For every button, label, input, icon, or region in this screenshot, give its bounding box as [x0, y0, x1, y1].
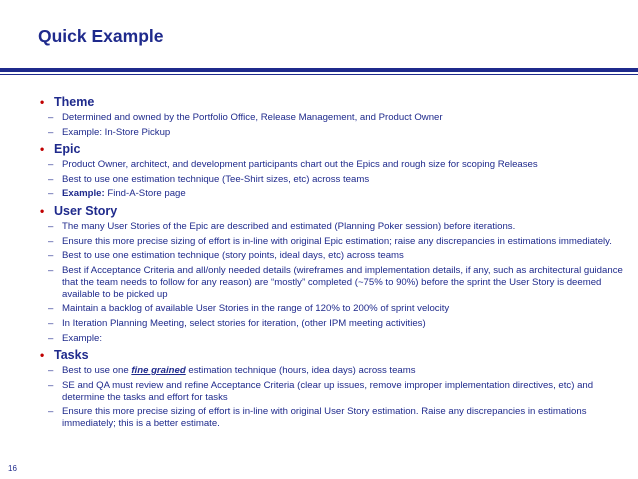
dash-icon: –: [48, 317, 54, 329]
list-item: [40, 112, 630, 124]
list-item-text: Ensure this more precise sizing of effort is in-line with original Epic estimation; raise any discrepancies in estimations immediately.: [62, 235, 612, 247]
dash-icon: –: [48, 126, 54, 138]
list-item-text: Example: In-Store Pickup: [62, 126, 171, 138]
dash-icon: –: [48, 250, 54, 262]
page-title: Quick Example: [38, 26, 164, 46]
section-heading-epic: [40, 141, 630, 157]
list-item: [40, 174, 630, 186]
dash-icon: –: [48, 406, 54, 418]
list-item-text: Determined and owned by the Portfolio Office, Release Management, and Product Owner: [62, 112, 443, 123]
dash-icon: –: [48, 235, 54, 247]
list-item-text-after: estimation technique (hours, idea days) across teams: [185, 365, 416, 377]
list-item-example: [40, 188, 630, 200]
example-label: Example:: [62, 188, 105, 200]
section-heading-theme: [40, 94, 630, 110]
dash-icon: –: [48, 365, 54, 377]
list-item: [40, 159, 630, 171]
list-item-text: Best to use one estimation technique (Tee-Shirt sizes, etc) across teams: [62, 173, 370, 185]
bullet-icon: •: [40, 142, 45, 157]
section-heading-label: User Story: [54, 203, 118, 218]
list-item-text: Example:: [62, 332, 102, 344]
list-item: [40, 221, 630, 233]
bullet-icon: •: [40, 348, 45, 363]
dash-icon: –: [48, 220, 54, 232]
list-item: [40, 265, 630, 301]
dash-icon: –: [48, 159, 54, 171]
list-item: [40, 127, 630, 139]
list-item: [40, 333, 630, 345]
list-item: [40, 380, 630, 404]
list-item-text: In Iteration Planning Meeting, select stories for iteration, (other IPM meeting activities): [62, 317, 426, 329]
title-divider: [0, 68, 638, 72]
section-heading-label: Tasks: [54, 348, 89, 363]
bullet-icon: •: [40, 203, 45, 218]
dash-icon: –: [48, 188, 54, 200]
list-item-text: Product Owner, architect, and development participants chart out the Epics and rough size for scoping Releases: [62, 159, 538, 171]
list-item: [40, 318, 630, 330]
dash-icon: –: [48, 379, 54, 391]
list-item-text: The many User Stories of the Epic are described and estimated (Planning Poker session) before iterations.: [62, 220, 516, 232]
list-item: [40, 250, 630, 262]
page-number: 16: [8, 464, 17, 473]
list-item: [40, 303, 630, 315]
section-heading-user-story: [40, 203, 630, 219]
dash-icon: –: [48, 332, 54, 344]
section-heading-tasks: [40, 347, 630, 363]
list-item-text: Maintain a backlog of available User Stories in the range of 120% to 200% of sprint velocity: [62, 303, 450, 315]
section-heading-label: Epic: [54, 142, 81, 157]
list-item-text: SE and QA must review and refine Acceptance Criteria (clear up issues, remove improper implementation directives, etc) and determine the tasks and effort for tasks: [62, 379, 594, 403]
list-item-text-before: Best to use one: [62, 365, 132, 377]
list-item-text: Ensure this more precise sizing of effort is in-line with original User Story estimation. Raise any discrepancies in estimations immediately; this is a better estimate.: [62, 406, 587, 430]
emphasis-text: fine grained: [131, 365, 186, 377]
bullet-icon: •: [40, 95, 45, 109]
list-item: [40, 365, 630, 377]
slide-content: [40, 92, 630, 433]
example-value: Find-A-Store page: [104, 188, 186, 200]
section-heading-label: Theme: [54, 95, 95, 109]
title-divider-thin: [0, 74, 638, 75]
dash-icon: –: [48, 173, 54, 185]
list-item: [40, 236, 630, 248]
dash-icon: –: [48, 303, 54, 315]
dash-icon: –: [48, 112, 54, 123]
list-item-text: Best to use one estimation technique (story points, ideal days, etc) across teams: [62, 250, 404, 262]
dash-icon: –: [48, 264, 54, 276]
list-item: [40, 406, 630, 430]
list-item-text: Best if Acceptance Criteria and all/only needed details (wireframes and implementation details, if any, such as architectural guidance that the team needs to follow for any reason) are “mostly” completed (~75% to 90%) before the sprint the User Story is deemed available to be picked up: [62, 264, 623, 300]
